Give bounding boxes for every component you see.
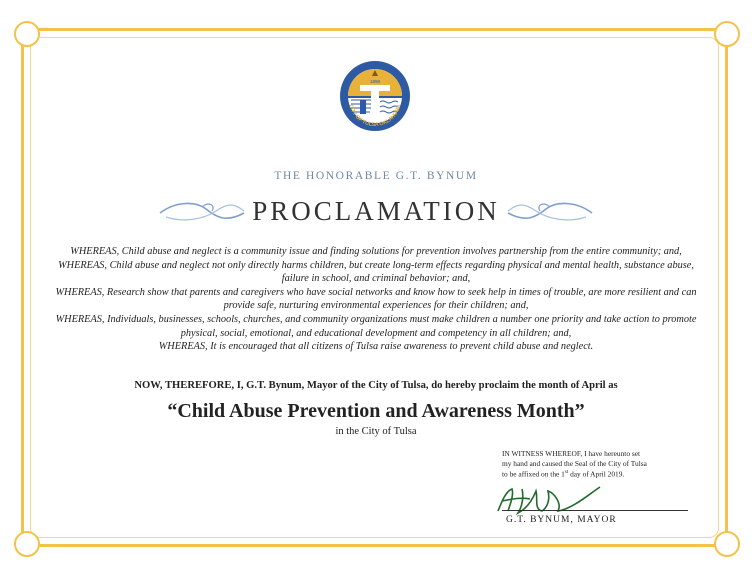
witness-date-sup: st (564, 470, 569, 476)
city-line: in the City of Tulsa (335, 426, 417, 437)
whereas-clause: WHEREAS, Child abuse and neglect not only directly harms children, but create long-term effects regarding physical and mental health, substance abuse, failure in school, and criminal behavior; and, (58, 259, 694, 285)
seal-year: 1898 (369, 79, 381, 84)
whereas-clause: WHEREAS, Individuals, businesses, schools, churches, and community organizations must make children a number one priority and take action to promote physical, social, emotional, and educational development and competency in all children; and, (55, 313, 697, 339)
witness-statement (502, 449, 702, 479)
proclaim-statement: NOW, THEREFORE, I, G.T. Bynum, Mayor of the City of Tulsa, do hereby proclaim the month of April as (134, 380, 618, 391)
city-seal (339, 60, 411, 132)
corner-ornament (714, 531, 740, 557)
title-row (0, 196, 752, 227)
month-title: “Child Abuse Prevention and Awareness Month” (167, 400, 585, 422)
honorable-line: THE HONORABLE G.T. BYNUM (274, 170, 478, 182)
corner-ornament (14, 21, 40, 47)
corner-ornament (714, 21, 740, 47)
witness-line: my hand and caused the Seal of the City of Tulsa (502, 458, 647, 468)
witness-line (502, 468, 702, 479)
page-title: PROCLAMATION (252, 196, 500, 226)
witness-date-post: day of April 2019. (568, 469, 625, 479)
corner-ornament (14, 531, 40, 557)
whereas-clause: WHEREAS, Child abuse and neglect is a community issue and finding solutions for prevention involves partnership from the entire community; and, (70, 246, 682, 257)
left-flourish-icon (156, 197, 248, 227)
mayor-signature (492, 481, 612, 517)
whereas-clause: WHEREAS, It is encouraged that all citizens of Tulsa raise awareness to prevent child abuse and neglect. (158, 341, 594, 353)
right-flourish-icon (504, 197, 596, 227)
witness-date-pre: to be affixed on the 1 (502, 469, 565, 479)
signature-line (502, 510, 688, 511)
whereas-clause: WHEREAS, Research show that parents and caregivers who have social networks and know how to seek help in times of trouble, are more resilient and can provide safe, nurturing environmental experiences for their children; and, (55, 286, 697, 312)
witness-line: IN WITNESS WHEREOF, I have hereunto set (502, 449, 641, 458)
signer-name: G.T. BYNUM, MAYOR (506, 515, 617, 525)
seal-text: CITY OF TULSA OKLAHOMA (347, 103, 403, 129)
whereas-clauses (50, 245, 702, 354)
